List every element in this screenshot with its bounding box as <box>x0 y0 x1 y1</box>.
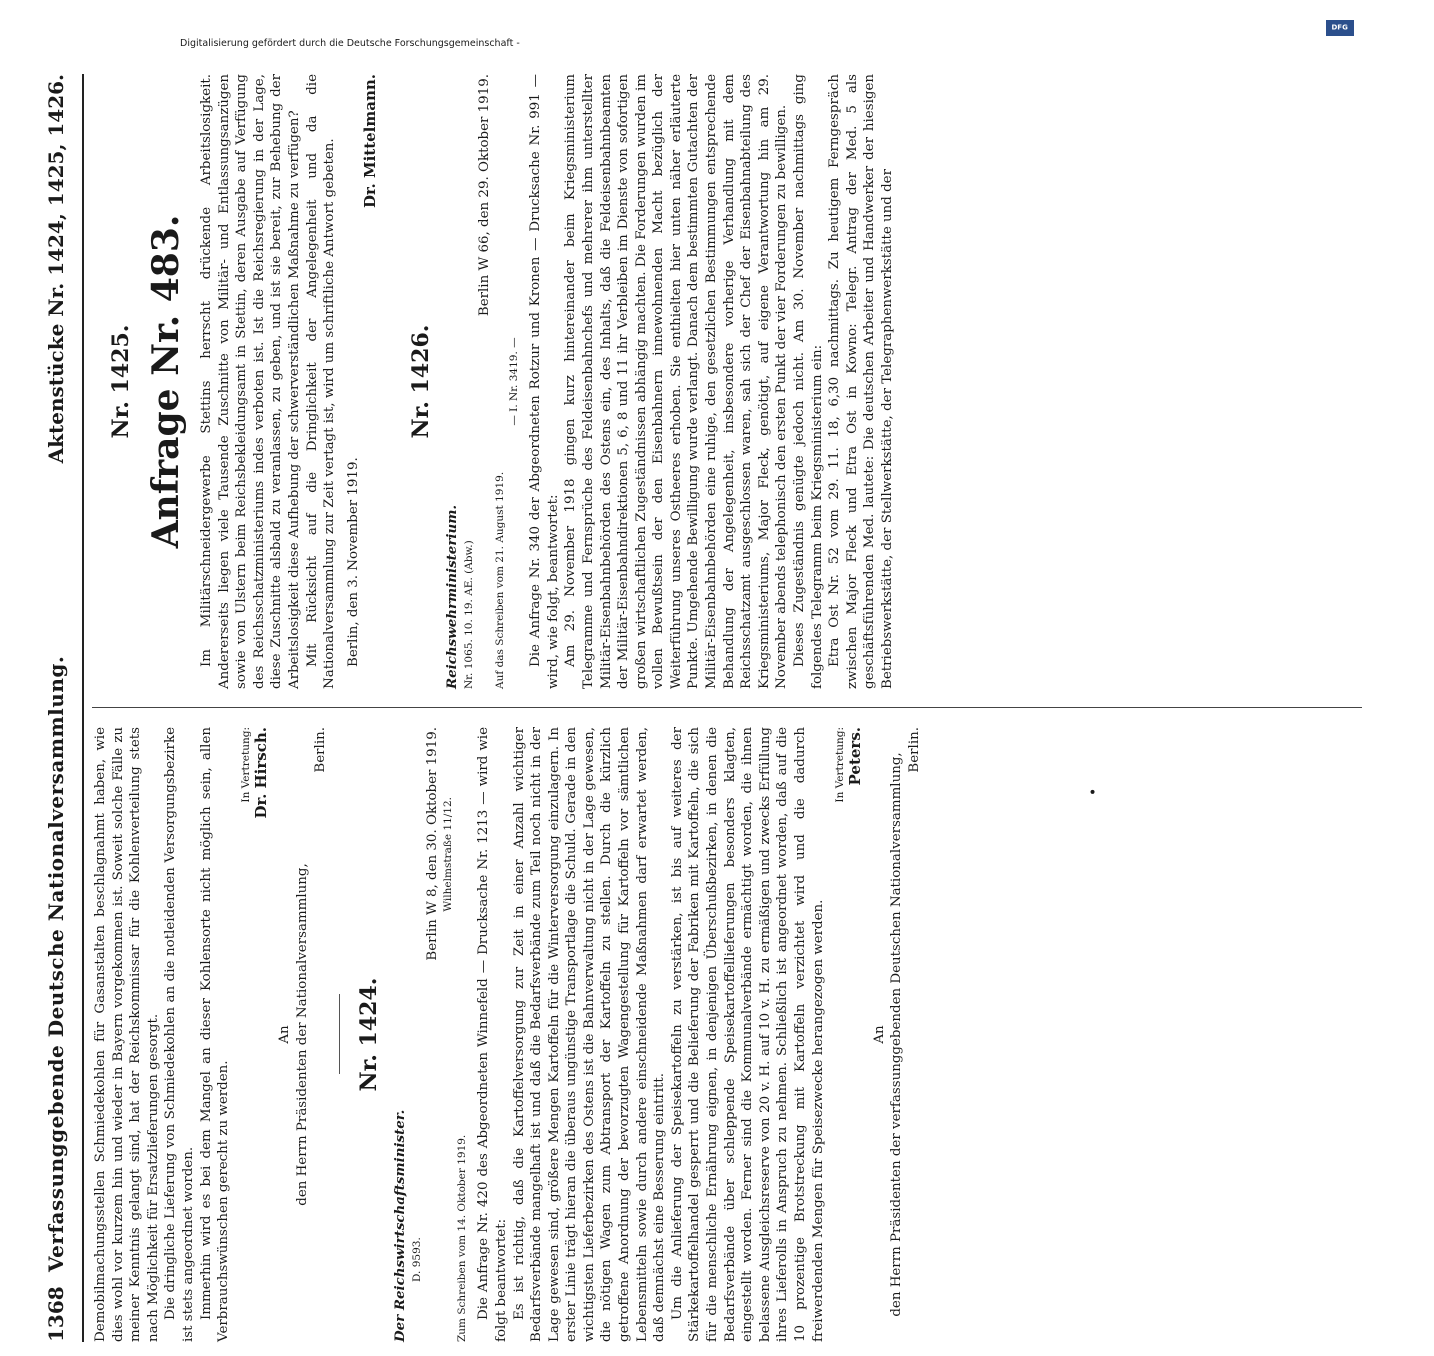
place-date: Berlin, den 3. November 1919. <box>345 457 361 667</box>
street-address: Wilhelmstraße 11/12. <box>442 797 455 912</box>
paragraph: Etra Ost Nr. 52 vom 29. 11. 18, 6,30 nachmittags. Zu heutigem Ferngespräch zwischen Major Fleck und Etra Ost in Kowno: Telegr. Antrag der Med. 5 als geschäftsführenden Med. lautete: Die deutschen Arbeiter und Handwerker der hiesigen Betriebswerkstätte, der Stellwerkstätte, der Telegraphenwerkstätte und der <box>827 74 895 689</box>
place-date: Berlin W 66, den 29. Oktober 1919. <box>476 74 492 317</box>
paragraph: Mit Rücksicht auf die Dringlichkeit der Angelegenheit und da die Nationalversammlung zur Zeit vertagt ist, wird um schriftliche Antwort gebeten. <box>304 74 338 689</box>
digitization-note: Digitalisierung gefördert durch die Deutsche Forschungsgemeinschaft - <box>180 38 520 49</box>
paragraph: Um die Anlieferung der Speisekartoffeln zu verstärken, ist bis auf weiteres der Stärkekartoffelhandel gesperrt und die Belieferung der Fabriken mit Kartoffeln, die sich für die menschliche Ernährung eignen, in denjenigen Überschußbezirken, in denen die Bedarfsverbände über schleppende Speisekartoffellieferungen besonders klagten, eingestellt worden. Ferner sind die Kommunalverbände ermächtigt worden, die ihnen belassene Ausgleichsreserve von 20 v. H. auf 10 v. H. zu ermäßigen und zwecks Erfüllung ihres Lieferolls in Anspruch zu nehmen. Schließlich ist angeordnet worden, daß auf die 10 prozentige Brotstreckung mit Kartoffeln verzichtet wird und die dadurch freiwerdenden Mengen für Speisezwecke herangezogen werden. <box>669 727 826 1342</box>
document-page <box>30 23 1378 1356</box>
ministry-heading: Der Reichswirtschaftsminister. <box>392 1109 409 1342</box>
page-number: 1368 <box>44 1286 68 1342</box>
page-header <box>30 74 84 1342</box>
paragraph: Demobilmachungsstellen Schmiedekohlen für Gasanstalten beschlagnahmt haben, wie dies wohl vor kurzem hin und wieder in Bayern vorgekommen ist. Soweit solche Fälle zu meiner Kenntnis gelangt sind, hat der Reichskommissar für die Kohlenverteilung stets nach Möglichkeit für Ersatzlieferungen gesorgt. <box>93 727 161 1342</box>
paragraph: Die dringliche Lieferung von Schmiedekohlen an die notleidenden Versorgungsbezirke ist stets angeordnet worden. <box>163 727 196 1342</box>
dfg-logo <box>1326 20 1354 36</box>
paragraph: Immerhin wird es bei dem Mangel an dieser Kohlensorte nicht möglich sein, allen Verbrauchswünschen gerecht zu werden. <box>198 727 232 1342</box>
paragraph: Am 29. November 1918 gingen kurz hintereinander beim Kriegsministerium Telegramme und Fernsprüche des Feldeisenbahnchefs und mehrerer ihm unterstellter Militär-Eisenbahnbehörden des Ostens ein, des Inhalts, daß die Feldeisenbahnbeamten der Militär-Eisenbahndirektionen 5, 6, 8 und 11 ihr Verbleiben im Dienste von sofortigen großen wirtschaftlichen Zugeständnissen abhängig machten. Die Forderungen wurden im vollen Bewußtsein der den Eisenbahnern innewohnenden Macht bezüglich der Weiterführung unseres Ostheeres erhoben. Sie enthielten hier unten näher erläuterte Punkte. Umgehende Bewilligung wurde verlangt. Danach dem bestimmten Gutachten der Militär-Eisenbahnbehörden eine ruhige, den gesetzlichen Bestimmungen entsprechende Behandlung der Angelegenheit, insbesondere vorherige Verhandlung mit dem Reichsschatzamt ausgeschlossen waren, sah sich der Chef der Eisenbahnabteilung des Kriegsministeriums, Major Fleck, genötigt, auf eigene Verantwortung hin am 29. November abends telephonisch den ersten Punkt der vier Forderungen zu bewilligen. <box>563 74 790 689</box>
signature-name: Peters. <box>846 727 865 786</box>
right-column <box>92 74 897 689</box>
column-divider <box>92 707 1362 708</box>
address-recipient: den Herrn Präsidenten der Nationalversammlung, <box>294 863 310 1206</box>
inquiry-title: Anfrage Nr. 483. <box>145 214 187 549</box>
separator-rule <box>339 995 340 1075</box>
signature-deputy-note: In Vertretung: <box>834 727 847 803</box>
letter-reference-number: — I. Nr. 3419. — <box>508 337 521 426</box>
dfg-logo-text: DFG <box>1331 23 1348 32</box>
address-to: An <box>871 1025 887 1044</box>
inquiry-intro: Die Anfrage Nr. 340 der Abgeordneten Rotzur und Kronen — Drucksache Nr. 991 — wird, wie folgt, beantwortet: <box>528 74 561 689</box>
address-to: An <box>277 1025 293 1044</box>
letter-reference: Auf das Schreiben vom 21. August 1919. <box>494 471 507 689</box>
file-reference: D. 9593. <box>410 1237 423 1282</box>
paragraph: Es ist richtig, daß die Kartoffelversorgung zur Zeit in einer Anzahl wichtiger Bedarfsverbände mangelhaft ist und daß die Bedarfsverbände zum Teil noch nicht in der Lage gewesen sind, größere Mengen Kartoffeln für die Winterversorgung einzulagern. In erster Linie trägt hieran die überaus ungünstige Transportlage die Schuld. Gerade in den wichtigsten Lieferbezirken des Ostens ist die Bahnverwaltung nicht in der Lage gewesen, die nötigen Wagen zum Abtransport der Kartoffeln zu stellen. Durch die kürzlich getroffene Anordnung der bevorzugten Wagengestellung für Kartoffeln vor sämtlichen Lebensmitteln sowie durch andere einschneidende Maßnahmen darf erwartet werden, daß demnächst eine Besserung eintritt. <box>511 727 668 1342</box>
address-recipient: den Herrn Präsidenten der verfassunggebenden Deutschen Nationalversammlung, <box>889 752 905 1317</box>
running-title: Verfassunggebende Deutsche Nationalversammlung. <box>44 655 68 1272</box>
ministry-heading: Reichswehrministerium. <box>443 504 460 689</box>
digitization-margin <box>30 8 1378 60</box>
place-date: Berlin W 8, den 30. Oktober 1919. <box>424 727 440 961</box>
file-reference: Nr. 1065. 10. 19. AE. (Abw.) <box>462 540 475 689</box>
document-reference: Aktenstücke Nr. 1424, 1425, 1426. <box>44 74 68 464</box>
address-city: Berlin. <box>906 727 922 773</box>
signature-deputy-note: In Vertretung: <box>239 727 252 803</box>
left-column <box>92 727 924 1342</box>
signature-name: Dr. Mittelmann. <box>361 74 380 209</box>
document-number-1426: Nr. 1426. <box>407 324 434 439</box>
document-number-1425: Nr. 1425. <box>108 324 134 439</box>
paragraph: Dieses Zugeständnis genügte jedoch nicht. Am 30. November nachmittags ging folgendes Telegramm beim Kriegsministerium ein: <box>792 74 825 689</box>
address-city: Berlin. <box>312 727 328 773</box>
letter-reference: Zum Schreiben vom 14. Oktober 1919. <box>456 1134 469 1342</box>
document-number-1424: Nr. 1424. <box>356 977 383 1092</box>
inquiry-intro: Die Anfrage Nr. 420 des Abgeordneten Winnefeld — Drucksache Nr. 1213 — wird wie folgt beantwortet: <box>476 727 509 1342</box>
signature-name: Dr. Hirsch. <box>251 727 270 819</box>
print-speck: • <box>1086 787 1102 796</box>
paragraph: Im Militärschneidergewerbe Stettins herrscht drückende Arbeitslosigkeit. Andererseits liegen viele Tausende Zuschnitte von Militär- und Entlassungsanzügen sowie von Ulstern beim Reichsbekleidungsamt in Stettin, deren Ausgabe auf Verfügung des Reichsschatzministeriums indes verboten ist. Ist die Reichsregierung in der Lage, diese Zuschnitte alsbald zu veranlassen, zu geben, und ist sie bereit, zur Behebung der Arbeitslosigkeit diese Aufhebung der schwerverständlichen Maßnahme zu verfügen? <box>199 74 302 689</box>
